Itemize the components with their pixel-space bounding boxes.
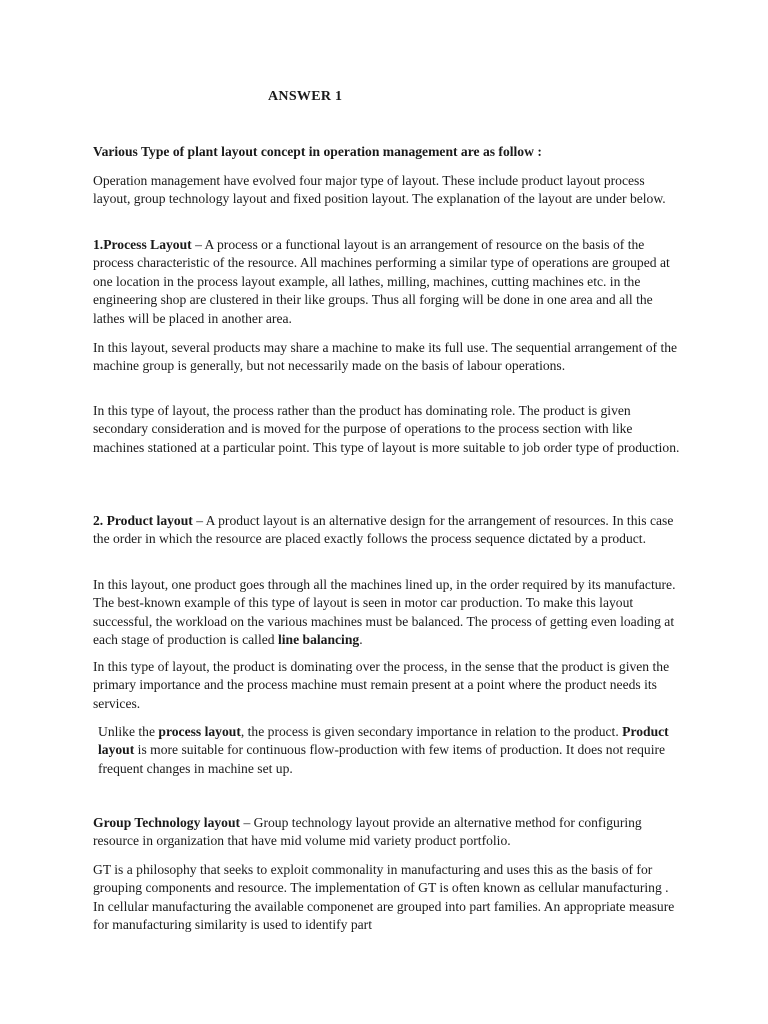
product-layout-text-4a: Unlike the — [98, 724, 159, 739]
product-layout-text: – A product layout is an alternative design for the arrangement of resources. In this case the order in which the resource are placed exactly follows the process sequence dictated by a product. — [93, 513, 674, 547]
process-layout-label: 1.Process Layout — [93, 237, 192, 252]
page-title: ANSWER 1 — [268, 89, 343, 104]
process-layout-paragraph-1 — [93, 236, 683, 328]
product-layout-paragraph-2 — [93, 576, 683, 650]
product-layout-text-4e: is more suitable for continuous flow-production with few items of production. It does not require frequent changes in machine set up. — [98, 742, 666, 776]
process-layout-text: – A process or a functional layout is an arrangement of resource on the basis of the process characteristic of the resource. All machines performing a similar type of operations are grouped at one location in the process layout example, all lathes, milling, machines, cutting machines etc. in the engineering shop are clustered in their like groups. Thus all forging will be done in one area and all the lathes will be placed in another area. — [93, 237, 670, 326]
process-layout-term: process layout — [158, 724, 241, 739]
intro-heading: Various Type of plant layout concept in operation management are as follow : — [93, 144, 542, 159]
group-technology-paragraph-1 — [93, 814, 683, 851]
group-technology-text: – Group technology layout provide an alternative method for configuring resource in organization that have mid volume mid variety product portfolio. — [93, 815, 642, 849]
process-layout-paragraph-3: In this type of layout, the process rather than the product has dominating role. The product is given secondary consideration and is moved for the purpose of operations to the process section with like machines stationed at a particular point. This type of layout is more suitable to job order type of production. — [93, 403, 680, 455]
product-layout-label: 2. Product layout — [93, 513, 193, 528]
process-layout-paragraph-2: In this layout, several products may share a machine to make its full use. The sequential arrangement of the machine group is generally, but not necessarily made on the basis of labour operations. — [93, 340, 678, 374]
product-layout-paragraph-3: In this type of layout, the product is dominating over the process, in the sense that the product is given the primary importance and the process machine must remain present at a point where the product needs its services. — [93, 659, 670, 711]
intro-paragraph: Operation management have evolved four major type of layout. These include product layout process layout, group technology layout and fixed position layout. The explanation of the layout are under below. — [93, 173, 666, 207]
product-layout-paragraph-1 — [93, 512, 683, 549]
group-technology-paragraph-2: GT is a philosophy that seeks to exploit commonality in manufacturing and uses this as the basis of for grouping components and resource. The implementation of GT is often known as cellular manufacturing . In cellular manufacturing the available componenet are grouped into part families. An appropriate measure for manufacturing similarity is used to identify part — [93, 862, 675, 933]
product-layout-text-2-end: . — [359, 632, 363, 648]
product-layout-text-4c: , the process is given secondary importance in relation to the product. — [240, 724, 623, 739]
product-layout-paragraph-4 — [94, 723, 688, 778]
product-layout-term: Product layout — [98, 724, 669, 758]
group-technology-label: Group Technology layout — [93, 815, 241, 830]
product-layout-text-2: In this layout, one product goes through all the machines lined up, in the order required by its manufacture. The best-known example of this type of layout is seen in motor car production. To make this layout successful, the workload on the various machines must be balanced. The process of getting even loading at each stage of production is called — [93, 577, 676, 648]
line-balancing-term: line balancing — [277, 632, 360, 648]
